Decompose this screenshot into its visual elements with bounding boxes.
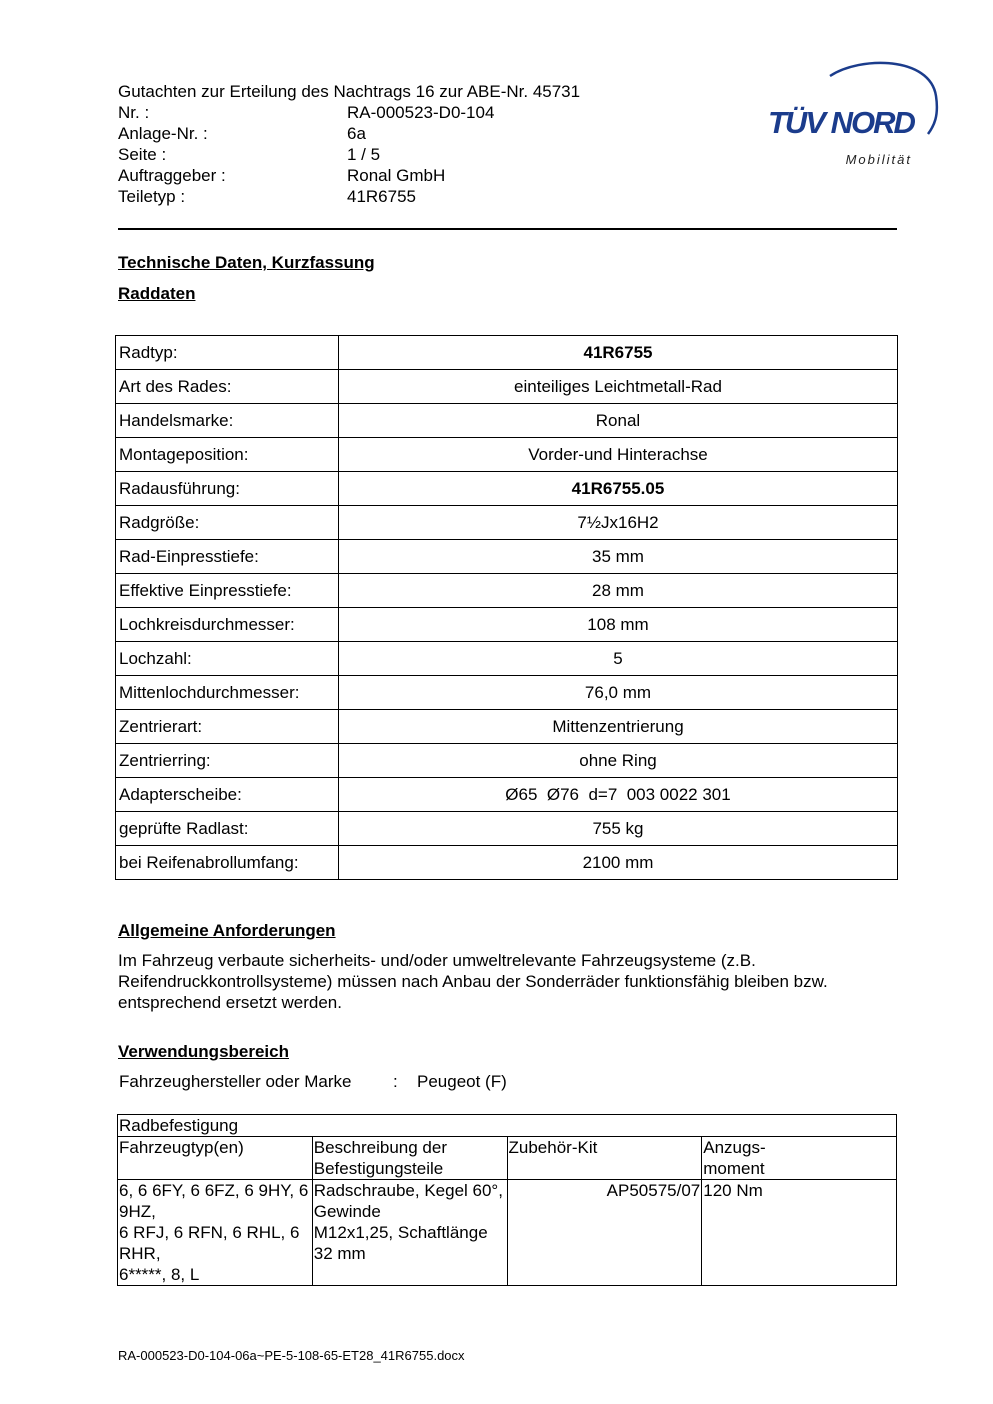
cell-line: 6 RFJ, 6 RFN, 6 RHL, 6 RHR, xyxy=(119,1223,300,1263)
maker-label: Fahrzeughersteller oder Marke xyxy=(119,1072,352,1091)
table-row xyxy=(116,472,898,506)
row-label: Lochkreisdurchmesser: xyxy=(116,608,339,642)
row-label: Radgröße: xyxy=(116,506,339,540)
meta-row-page xyxy=(118,144,678,165)
meta-value: Ronal GmbH xyxy=(347,166,446,185)
row-label: Lochzahl: xyxy=(116,642,339,676)
maker-value: Peugeot (F) xyxy=(417,1072,507,1091)
table-row xyxy=(118,1180,897,1286)
row-label: geprüfte Radlast: xyxy=(116,812,339,846)
section-heading-technical: Technische Daten, Kurzfassung xyxy=(118,253,375,272)
meta-row-attachment xyxy=(118,123,678,144)
meta-row-client xyxy=(118,165,678,186)
meta-value: 41R6755 xyxy=(347,187,417,206)
table-title-row xyxy=(118,1115,897,1137)
row-value: 108 mm xyxy=(339,608,898,642)
cell-line: 6, 6 6FY, 6 6FZ, 6 9HY, 6 9HZ, xyxy=(119,1181,309,1221)
row-label: Radausführung: xyxy=(116,472,339,506)
row-label: Rad-Einpresstiefe: xyxy=(116,540,339,574)
document-title: Gutachten zur Erteilung des Nachtrags 16 zur ABE-Nr. 45731 xyxy=(118,82,581,101)
meta-label: Auftraggeber : xyxy=(118,166,226,185)
table-row xyxy=(116,812,898,846)
row-value: Ø65 Ø76 d=7 003 0022 301 xyxy=(339,778,898,812)
meta-label: Nr. : xyxy=(118,103,150,122)
meta-label: Teiletyp : xyxy=(118,187,186,206)
table-row xyxy=(116,506,898,540)
header-description: Beschreibung der Befestigungsteile xyxy=(312,1137,507,1180)
document-header xyxy=(118,81,678,207)
header-divider xyxy=(118,228,897,230)
row-label: Montageposition: xyxy=(116,438,339,472)
table-title: Radbefestigung xyxy=(118,1115,897,1137)
cell-line: Radschraube, Kegel 60°, Gewinde xyxy=(313,1181,503,1221)
row-label: Zentrierring: xyxy=(116,744,339,778)
meta-value: 1 / 5 xyxy=(347,145,381,164)
section-heading-wheel-data: Raddaten xyxy=(118,284,196,303)
header-torque-line: Anzugs- xyxy=(703,1138,766,1157)
header-kit: Zubehör-Kit xyxy=(507,1137,702,1180)
logo-subtitle: Mobilität xyxy=(845,152,912,167)
row-value: 41R6755 xyxy=(339,336,898,370)
row-value: einteiliges Leichtmetall-Rad xyxy=(339,370,898,404)
table-row xyxy=(116,404,898,438)
table-row xyxy=(116,744,898,778)
cell-description xyxy=(312,1180,507,1286)
section-heading-general: Allgemeine Anforderungen xyxy=(118,921,336,940)
row-value: 35 mm xyxy=(339,540,898,574)
general-requirements-text xyxy=(118,950,908,1013)
row-label: Art des Rades: xyxy=(116,370,339,404)
table-row xyxy=(116,336,898,370)
row-value: Vorder-und Hinterachse xyxy=(339,438,898,472)
row-value: Mittenzentrierung xyxy=(339,710,898,744)
row-value: 28 mm xyxy=(339,574,898,608)
table-row xyxy=(116,846,898,880)
row-value: 41R6755.05 xyxy=(339,472,898,506)
table-header-row xyxy=(118,1137,897,1180)
footer-filename: RA-000523-D0-104-06a~PE-5-108-65-ET28_41R6755.docx xyxy=(118,1348,465,1363)
meta-row-part-type xyxy=(118,186,678,207)
cell-line: M12x1,25, Schaftlänge 32 mm xyxy=(313,1223,488,1263)
table-row xyxy=(116,370,898,404)
cell-vehicle-type xyxy=(118,1180,313,1286)
header-torque xyxy=(702,1137,897,1180)
maker-separator: : xyxy=(393,1072,398,1091)
row-value: 5 xyxy=(339,642,898,676)
paragraph: Im Fahrzeug verbaute sicherheits- und/oder umweltrelevante Fahrzeugsysteme (z.B. Reifendruckkontrollsysteme) müssen nach Anbau der Sonderräder funktionsfähig bleiben bzw. entsprechend ersetzt werden. xyxy=(118,951,828,1012)
section-heading-usage: Verwendungsbereich xyxy=(118,1042,289,1061)
row-value: Ronal xyxy=(339,404,898,438)
row-label: bei Reifenabrollumfang: xyxy=(116,846,339,880)
row-value: 76,0 mm xyxy=(339,676,898,710)
table-row xyxy=(116,778,898,812)
meta-value: 6a xyxy=(347,124,366,143)
header-vehicle-type: Fahrzeugtyp(en) xyxy=(118,1137,313,1180)
cell-line: 6*****, 8, L xyxy=(119,1265,200,1284)
row-value: 7½Jx16H2 xyxy=(339,506,898,540)
table-row xyxy=(116,608,898,642)
row-label: Effektive Einpresstiefe: xyxy=(116,574,339,608)
row-value: 755 kg xyxy=(339,812,898,846)
wheel-fixing-table xyxy=(117,1114,897,1286)
table-row xyxy=(116,438,898,472)
cell-torque: 120 Nm xyxy=(702,1180,897,1286)
vehicle-maker-line xyxy=(119,1071,507,1092)
table-row xyxy=(116,642,898,676)
row-value: ohne Ring xyxy=(339,744,898,778)
row-value: 2100 mm xyxy=(339,846,898,880)
table-row xyxy=(116,710,898,744)
table-row xyxy=(116,540,898,574)
row-label: Handelsmarke: xyxy=(116,404,339,438)
row-label: Radtyp: xyxy=(116,336,339,370)
table-row xyxy=(116,574,898,608)
cell-kit: AP50575/07 xyxy=(507,1180,702,1286)
row-label: Mittenlochdurchmesser: xyxy=(116,676,339,710)
meta-label: Seite : xyxy=(118,145,167,164)
wheel-data-table xyxy=(115,335,898,880)
header-torque-line: moment xyxy=(703,1159,765,1178)
table-row xyxy=(116,676,898,710)
meta-value: RA-000523-D0-104 xyxy=(347,103,495,122)
meta-row-number xyxy=(118,102,678,123)
meta-label: Anlage-Nr. : xyxy=(118,124,208,143)
row-label: Adapterscheibe: xyxy=(116,778,339,812)
tuv-nord-logo xyxy=(760,58,940,170)
row-label: Zentrierart: xyxy=(116,710,339,744)
logo-brand: TÜV NORD xyxy=(768,105,914,140)
